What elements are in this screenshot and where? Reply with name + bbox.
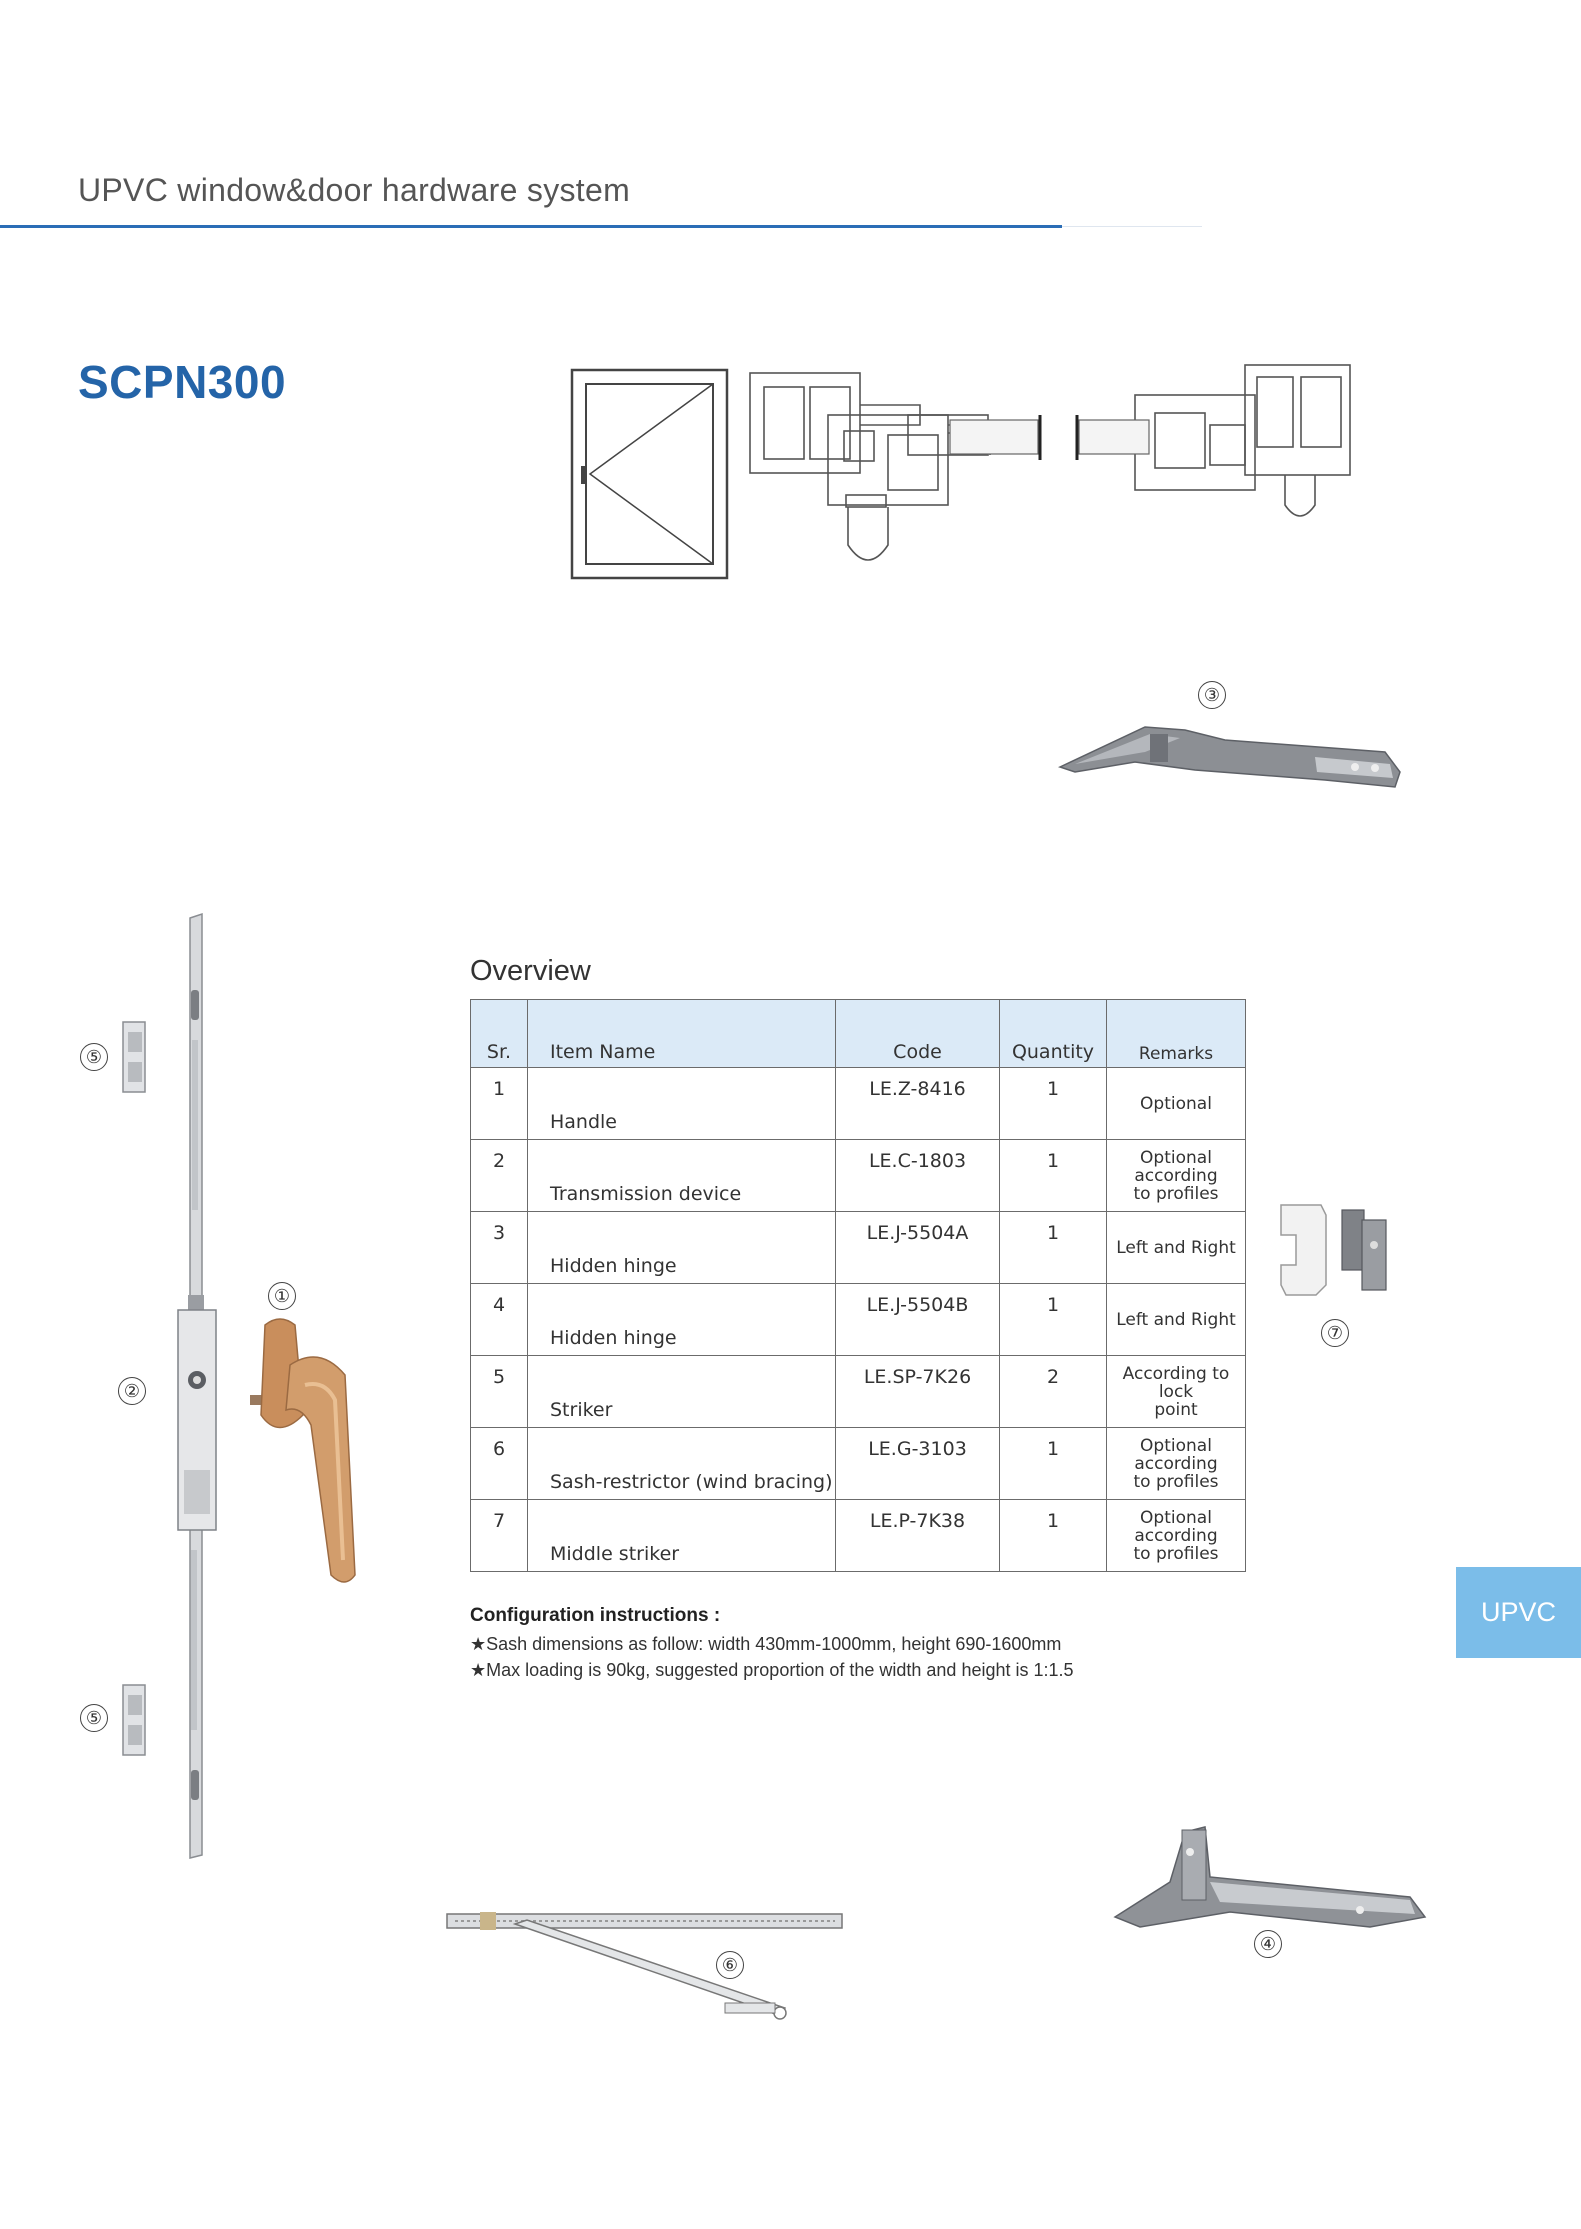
column-header-quantity: Quantity <box>1000 1000 1107 1068</box>
cell-remarks <box>1107 1428 1246 1500</box>
table-row <box>471 1356 1246 1428</box>
column-header-item-name: Item Name <box>528 1000 836 1068</box>
cell-code: LE.P-7K38 <box>836 1500 1000 1572</box>
cell-code: LE.Z-8416 <box>836 1068 1000 1140</box>
callout-transmission: ② <box>118 1377 146 1405</box>
callout-hinge-top: ③ <box>1198 681 1226 709</box>
page-header-title: UPVC window&door hardware system <box>78 172 631 208</box>
cell-sr: 2 <box>471 1140 528 1212</box>
cell-item-name: Transmission device <box>528 1140 836 1212</box>
callout-striker-bottom: ⑤ <box>80 1704 108 1732</box>
column-header-sr: Sr. <box>471 1000 528 1068</box>
cell-sr: 6 <box>471 1428 528 1500</box>
cell-remarks <box>1107 1068 1246 1140</box>
cell-quantity: 1 <box>1000 1500 1107 1572</box>
cell-item-name: Striker <box>528 1356 836 1428</box>
striker-bottom-image <box>120 1680 150 1760</box>
sash-restrictor-image <box>445 1908 845 2028</box>
table-header-row <box>471 1000 1246 1068</box>
cell-code: LE.J-5504B <box>836 1284 1000 1356</box>
cell-item-name: Middle striker <box>528 1500 836 1572</box>
remarks-line: to profiles <box>1133 1183 1219 1204</box>
column-header-code: Code <box>836 1000 1000 1068</box>
cell-code: LE.SP-7K26 <box>836 1356 1000 1428</box>
table-row <box>471 1428 1246 1500</box>
cell-code: LE.J-5504A <box>836 1212 1000 1284</box>
cell-code: LE.C-1803 <box>836 1140 1000 1212</box>
cell-remarks <box>1107 1356 1246 1428</box>
callout-striker-top: ⑤ <box>80 1043 108 1071</box>
header-divider <box>0 225 1062 228</box>
remarks-line: Left and Right <box>1116 1237 1236 1258</box>
config-line: ★Sash dimensions as follow: width 430mm-1000mm, height 690-1600mm <box>470 1634 1062 1654</box>
hidden-hinge-bottom-image <box>1110 1822 1430 1942</box>
remarks-line: Optional according <box>1134 1147 1218 1186</box>
cell-remarks <box>1107 1212 1246 1284</box>
remarks-line: Left and Right <box>1116 1309 1236 1330</box>
remarks-line: to profiles <box>1133 1543 1219 1564</box>
handle-image <box>245 1315 365 1590</box>
callout-middle-striker: ⑦ <box>1321 1319 1349 1347</box>
config-line: ★Max loading is 90kg, suggested proportion of the width and height is 1:1.5 <box>470 1660 1074 1680</box>
middle-striker-image <box>1276 1195 1396 1305</box>
header-divider-fade <box>1062 226 1202 227</box>
hidden-hinge-top-image <box>1055 712 1405 792</box>
section-tab-label: UPVC <box>1480 1597 1556 1627</box>
column-header-remarks: Remarks <box>1107 1000 1246 1068</box>
cell-item-name: Handle <box>528 1068 836 1140</box>
remarks-line: point <box>1154 1399 1198 1420</box>
cell-quantity: 1 <box>1000 1068 1107 1140</box>
cell-quantity: 1 <box>1000 1428 1107 1500</box>
section-tab-upvc <box>1456 1567 1581 1658</box>
table-row <box>471 1284 1246 1356</box>
table-row <box>471 1500 1246 1572</box>
cell-sr: 5 <box>471 1356 528 1428</box>
cell-sr: 3 <box>471 1212 528 1284</box>
cell-quantity: 1 <box>1000 1284 1107 1356</box>
callout-handle: ① <box>268 1282 296 1310</box>
callout-restrictor: ⑥ <box>716 1951 744 1979</box>
table-row <box>471 1140 1246 1212</box>
cell-quantity: 1 <box>1000 1140 1107 1212</box>
cell-code: LE.G-3103 <box>836 1428 1000 1500</box>
remarks-line: Optional according <box>1134 1435 1218 1474</box>
table-row <box>471 1212 1246 1284</box>
overview-table <box>470 999 1246 1572</box>
remarks-line: to profiles <box>1133 1471 1219 1492</box>
cell-item-name: Hidden hinge <box>528 1284 836 1356</box>
cell-item-name: Sash-restrictor (wind bracing) <box>528 1428 836 1500</box>
cell-remarks <box>1107 1140 1246 1212</box>
window-elevation-diagram <box>570 368 730 580</box>
cell-sr: 7 <box>471 1500 528 1572</box>
cell-remarks <box>1107 1284 1246 1356</box>
config-title: Configuration instructions : <box>470 1605 721 1626</box>
cell-quantity: 1 <box>1000 1212 1107 1284</box>
remarks-line: Optional according <box>1134 1507 1218 1546</box>
cell-sr: 4 <box>471 1284 528 1356</box>
remarks-line: According to lock <box>1122 1363 1230 1402</box>
table-row <box>471 1068 1246 1140</box>
transmission-rod-image <box>170 910 220 1860</box>
profile-section-right-diagram <box>1075 365 1355 525</box>
cell-remarks <box>1107 1500 1246 1572</box>
remarks-line: Optional <box>1140 1093 1212 1114</box>
overview-title: Overview <box>470 955 591 987</box>
cell-item-name: Hidden hinge <box>528 1212 836 1284</box>
striker-top-image <box>120 1017 150 1097</box>
profile-section-left-diagram <box>748 365 1048 580</box>
product-code: SCPN300 <box>78 356 287 408</box>
cell-quantity: 2 <box>1000 1356 1107 1428</box>
callout-hinge-bottom: ④ <box>1254 1930 1282 1958</box>
cell-sr: 1 <box>471 1068 528 1140</box>
